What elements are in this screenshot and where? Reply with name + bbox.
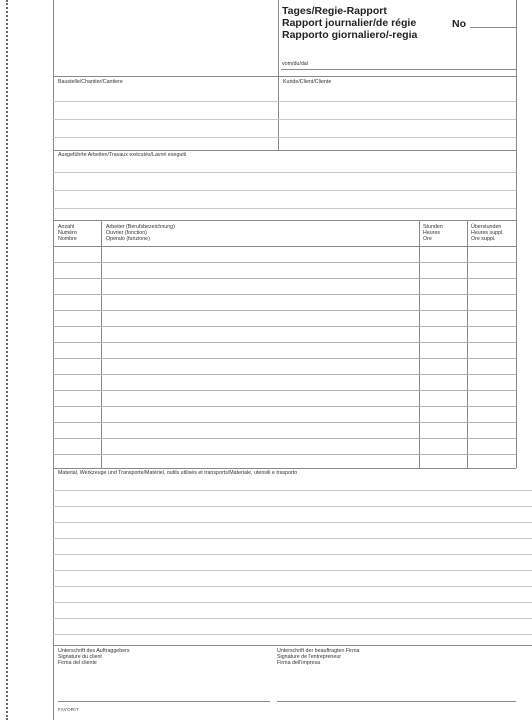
workers-table-row[interactable] [53, 358, 516, 359]
material-line[interactable] [53, 570, 532, 571]
signature-contractor-field[interactable] [277, 701, 516, 702]
frame-left-border [53, 0, 54, 720]
material-line[interactable] [53, 618, 532, 619]
material-line[interactable] [53, 538, 532, 539]
form-title-it: Rapporto giornaliero/-regia [282, 29, 418, 41]
signature-client-field[interactable] [58, 701, 270, 702]
material-line[interactable] [53, 506, 532, 507]
material-line[interactable] [53, 634, 532, 635]
date-label: vom/du/dal [282, 61, 308, 67]
workers-table-row[interactable] [53, 326, 516, 327]
col-header-count: Anzahl Numéro Nombre [58, 224, 77, 243]
form-title-de: Tages/Regie-Rapport [282, 5, 387, 17]
work-line[interactable] [53, 208, 516, 209]
section-divider-site [53, 76, 516, 77]
perforation-edge [6, 0, 8, 720]
material-line[interactable] [53, 522, 532, 523]
section-divider-signature [53, 645, 532, 646]
col-header-hours: Stunden Heures Ore [423, 224, 443, 243]
workers-table-row[interactable] [53, 454, 516, 455]
workers-table-row[interactable] [53, 422, 516, 423]
workers-col-divider [101, 220, 102, 468]
material-line[interactable] [53, 490, 532, 491]
site-client-line[interactable] [53, 119, 516, 120]
workers-table-row[interactable] [53, 310, 516, 311]
material-label: Material, Werkzeuge und Transporte/Matériel, outils utilisés et transports/Materiale, utensili e trasporto [58, 470, 298, 476]
material-line[interactable] [53, 554, 532, 555]
col-header-worker: Arbeiter (Berufsbezeichnung) Ouvrier (fonction) Operaio (funzione) [106, 224, 175, 243]
work-line[interactable] [53, 190, 516, 191]
number-label: No [452, 18, 466, 30]
frame-right-border [516, 0, 517, 468]
work-line[interactable] [53, 172, 516, 173]
col-header-overtime: Überstunden Heures suppl. Ore suppl. [471, 224, 504, 243]
workers-table-row[interactable] [53, 278, 516, 279]
section-divider-work [53, 150, 516, 151]
form-title-fr: Rapport journalier/de régie [282, 17, 417, 29]
workers-table-row[interactable] [53, 342, 516, 343]
signature-client-label: Unterschrift des Auftraggebers Signature du client Firma del cliente [58, 648, 130, 667]
header-divider [278, 0, 279, 76]
workers-table-row[interactable] [53, 390, 516, 391]
workers-header-bottom [53, 246, 516, 247]
workers-table-row[interactable] [53, 406, 516, 407]
material-line[interactable] [53, 586, 532, 587]
brand-footer: FAVORIT [58, 707, 80, 712]
workers-table-row[interactable] [53, 438, 516, 439]
site-client-divider [278, 76, 279, 150]
signature-contractor-label: Unterschrift der beauftragten Firma Signature de l'entrepreneur Firma dell'impresa [277, 648, 360, 667]
workers-col-divider [419, 220, 420, 468]
workers-table-top [53, 220, 516, 221]
workers-table-row[interactable] [53, 262, 516, 263]
site-client-line[interactable] [53, 101, 516, 102]
client-label: Kunde/Client/Cliente [283, 79, 332, 85]
number-field[interactable] [470, 27, 516, 28]
work-label: Ausgeführte Arbeiten/Travaux exécutés/Lavori eseguiti [58, 152, 187, 158]
site-label: Baustelle/Chantier/Cantiere [58, 79, 123, 85]
date-field[interactable] [281, 69, 516, 70]
workers-table-row[interactable] [53, 374, 516, 375]
workers-col-divider [467, 220, 468, 468]
workers-table-row[interactable] [53, 294, 516, 295]
section-divider-material [53, 468, 516, 469]
site-client-line[interactable] [53, 137, 516, 138]
material-line[interactable] [53, 602, 532, 603]
